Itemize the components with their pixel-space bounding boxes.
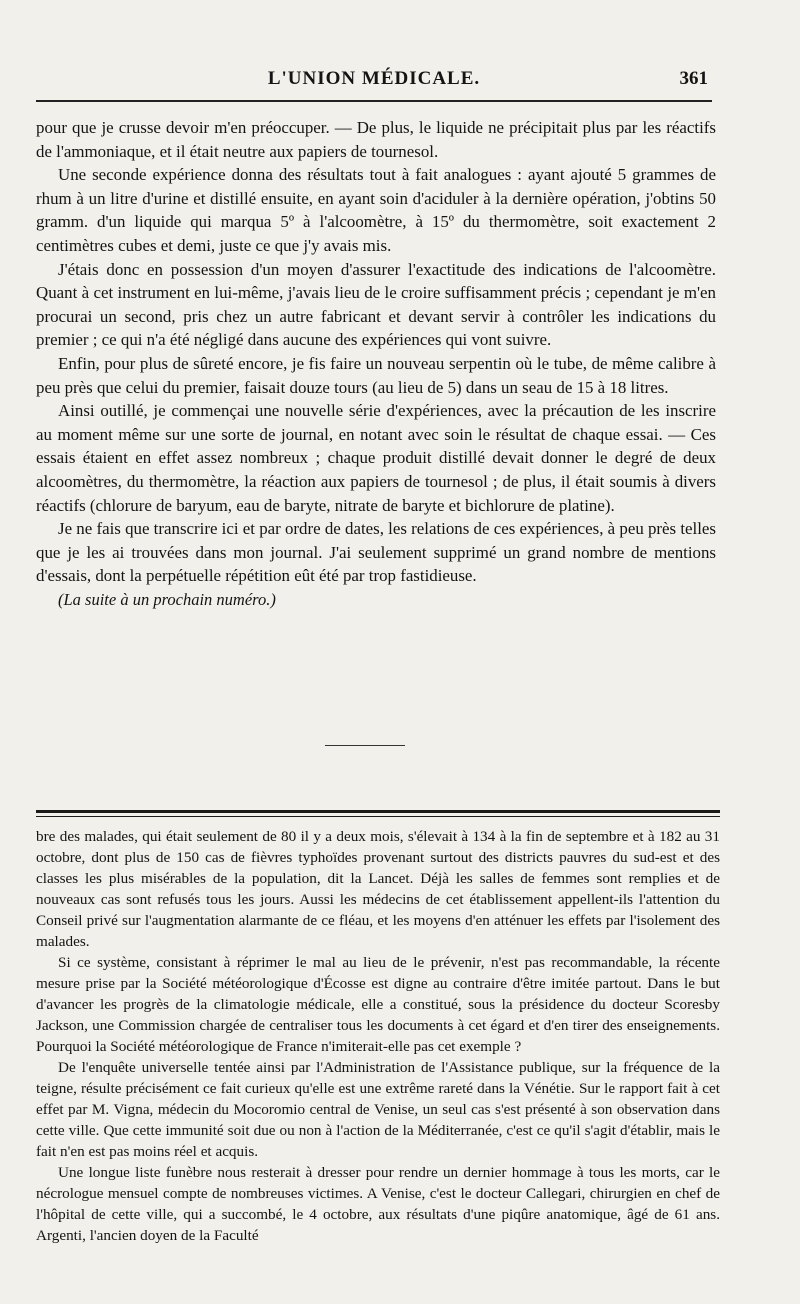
paragraph: bre des malades, qui était seulement de 80 il y a deux mois, s'élevait à 134 à la fin de septembre et à 182 au 31 octobre, dont plus de 150 cas de fièvres typhoïdes provenant surtout des districts pauvres du sud-est et des classes les plus misérables de la population, dit la Lancet. Déjà les salles de femmes sont remplies et de nouveaux cas sont refusés tous les jours. Aussi les médecins de cet établissement appellent-ils l'attention du Conseil privé sur l'augmentation alarmante de ce fléau, et les moyens d'en atténuer les effets par l'isolement des malades. xyxy=(36,828,720,950)
page-header xyxy=(36,62,712,96)
running-title: L'UNION MÉDICALE. xyxy=(267,68,481,89)
section-separator-rule-thin xyxy=(36,816,720,817)
paragraph: Enfin, pour plus de sûreté encore, je fis faire un nouveau serpentin où le tube, de même calibre à peu près que celui du premier, faisait douze tours (au lieu de 5) dans un seau de 15 à 18 litres. xyxy=(36,353,716,397)
upper-article xyxy=(36,116,716,611)
section-separator-rule xyxy=(36,810,720,813)
header-rule xyxy=(36,100,712,102)
page-number: 361 xyxy=(679,68,708,89)
paragraph: pour que je crusse devoir m'en préoccuper. — De plus, le liquide ne précipitait plus par les réactifs de l'ammoniaque, et il était neutre aux papiers de tournesol. xyxy=(36,118,716,161)
paragraph: De l'enquête universelle tentée ainsi par l'Administration de l'Assistance publique, sur la fréquence de la teigne, résulte précisément ce fait curieux qu'elle est une extrême rareté dans la Vénétie. Sur le rapport fait à cet effet par M. Vigna, médecin du Mocoromio central de Venise, un seul cas s'est présenté à son observation dans cette ville. Que cette immunité soit due ou non à l'action de la Méditerranée, c'est ce qu'il s'agit d'établir, mais le fait n'en est pas moins réel et acquis. xyxy=(36,1059,720,1160)
continuation-note: (La suite à un prochain numéro.) xyxy=(58,589,276,609)
paragraph: Si ce système, consistant à réprimer le mal au lieu de le prévenir, n'est pas recommandable, la récente mesure prise par la Société météorologique d'Écosse est digne au contraire d'être imitée partout. Dans le but d'avancer les progrès de la climatologie médicale, elle a constitué, sous la présidence du docteur Scoresby Jackson, une Commission chargée de centraliser tous les documents à cet égard et d'en tirer des enseignements. Pourquoi la Société météorologique de France n'imiterait-elle pas cet exemple ? xyxy=(36,954,720,1055)
paragraph: Une longue liste funèbre nous resterait à dresser pour rendre un dernier hommage à tous les morts, car le nécrologue mensuel compte de nombreuses victimes. A Venise, c'est le docteur Callegari, chirurgien en chef de l'hôpital de cette ville, qui a succombé, le 4 octobre, aux résultats d'une piqûre anatomique, âgé de 61 ans. Argenti, l'ancien doyen de la Faculté xyxy=(36,1164,720,1244)
article-end-rule xyxy=(325,745,405,746)
paragraph: Ainsi outillé, je commençai une nouvelle série d'expériences, avec la précaution de les inscrire au moment même sur une sorte de journal, en notant avec soin le résultat de chaque essai. — Ces essais étaient en effet assez nombreux ; chaque produit distillé devait donner le degré de deux alcoomètres, du thermomètre, la réaction aux papiers de tournesol ; de plus, il était soumis à divers réactifs (chlorure de baryum, eau de baryte, nitrate de baryte et bichlorure de platine). xyxy=(36,401,716,515)
lower-feuilleton xyxy=(36,826,720,1246)
paragraph: J'étais donc en possession d'un moyen d'assurer l'exactitude des indications de l'alcoomètre. Quant à cet instrument en lui-même, j'avais lieu de le croire suffisamment précis ; cependant je m'en procurai un second, pris chez un autre fabricant et devant servir à contrôler les indications du premier ; ce qui n'a été négligé dans aucune des expériences qui vont suivre. xyxy=(36,259,716,350)
paragraph: Je ne fais que transcrire ici et par ordre de dates, les relations de ces expériences, à peu près telles que je les ai trouvées dans mon journal. J'ai seulement supprimé un grand nombre de mentions d'essais, dont la perpétuelle répétition eût été par trop fastidieuse. xyxy=(36,519,716,586)
paragraph: Une seconde expérience donna des résultats tout à fait analogues : ayant ajouté 5 grammes de rhum à un litre d'urine et distillé ensuite, en ayant soin d'aciduler à la dernière opération, j'obtins 50 gramm. d'un liquide qui marqua 5º à l'alcoomètre, à 15º du thermomètre, soit exactement 2 centimètres cubes et demi, juste ce que j'y avais mis. xyxy=(36,165,716,255)
